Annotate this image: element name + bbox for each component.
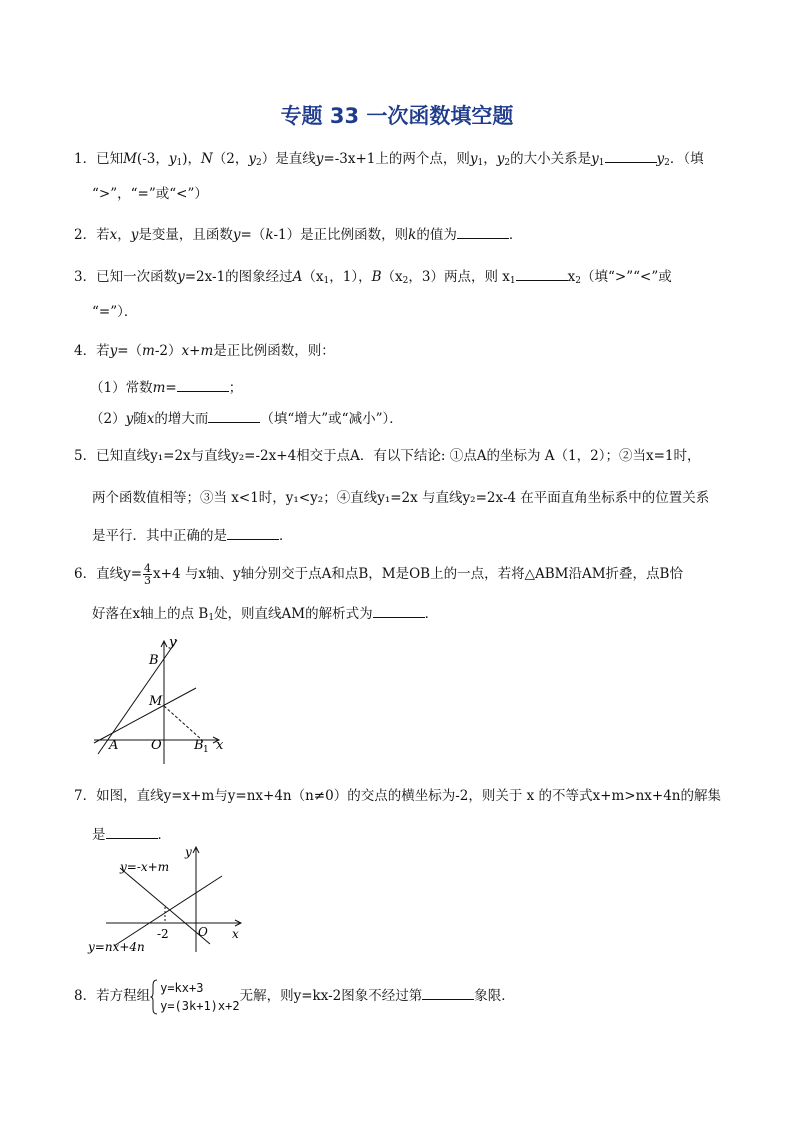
question-5-line-1: 5．已知直线y₁=2x与直线y₂=-2x+4相交于点A．有以下结论: ①点A的坐标为 A（1，2）；②当x=1时， bbox=[74, 448, 701, 464]
label-neg2: -2 bbox=[157, 927, 169, 941]
answer-blank bbox=[422, 985, 474, 1000]
question-3-line-1: 3．已知一次函数y=2x-1的图象经过$A(x_1$，1），$B(x_2$，3）两点，则 $x_1$ $x_2$（填“>”“<”或 bbox=[74, 266, 672, 291]
label-B1: B bbox=[194, 738, 204, 753]
label-M: M bbox=[149, 694, 163, 709]
label-A: A bbox=[109, 738, 119, 753]
answer-blank bbox=[373, 603, 425, 618]
label-y: y bbox=[169, 636, 177, 650]
question-7-figure bbox=[86, 844, 256, 956]
label-O: O bbox=[198, 925, 208, 939]
line-AB bbox=[98, 640, 177, 754]
label-x: x bbox=[216, 738, 224, 753]
question-4-part-2: （2）y随x的增大而 （填“增大”或“减小”）． bbox=[90, 408, 403, 429]
answer-blank bbox=[177, 377, 229, 392]
question-4: 4．若y=（m-2）x+m是正比例函数，则： bbox=[74, 343, 335, 359]
question-6-line-1: 6．直线y= $\frac{4}{3}$ x+4 与x轴、y轴分别交于点A和点B，M是OB上的一点，若将△ABM沿AM折叠，点B恰 bbox=[74, 562, 683, 587]
fraction: $\frac{4}{3}$ bbox=[144, 562, 152, 587]
label-x: x bbox=[232, 927, 239, 941]
question-5-line-3: 是平行．其中正确的是 ． bbox=[92, 525, 293, 546]
page-title: 专题 33 一次函数填空题 bbox=[280, 104, 514, 128]
question-4-part-1: （1）常数m= ； bbox=[90, 377, 242, 398]
line-AM bbox=[94, 688, 196, 743]
answer-blank bbox=[106, 824, 158, 839]
equation-2: y=(3k+1)x+2 bbox=[160, 998, 240, 1013]
answer-blank bbox=[227, 525, 279, 540]
equation-system bbox=[150, 979, 239, 1015]
answer-blank bbox=[516, 266, 568, 281]
question-2: 2．若x，y是变量，且函数y=（k-1）是正比例函数，则k的值为 ． bbox=[74, 224, 522, 245]
answer-blank bbox=[208, 408, 260, 423]
question-5-line-2: 两个函数值相等；③当 x<1时，y₁<y₂；④直线y₁=2x 与直线y₂=2x-4 在平面直角坐标系中的位置关系 bbox=[92, 490, 710, 506]
question-1-line-2: “>”，“=”或“<”） bbox=[92, 186, 208, 202]
question-7-line-2: 是 ． bbox=[92, 824, 171, 845]
question-6-line-2: 好落在x轴上的点 $B_1$处，则直线AM的解析式为 ． bbox=[92, 603, 438, 628]
label-O: O bbox=[151, 738, 162, 753]
dashed-MB1 bbox=[164, 706, 202, 740]
brace-icon bbox=[150, 979, 158, 1015]
answer-blank bbox=[457, 224, 509, 239]
answer-blank bbox=[605, 148, 657, 163]
label-B1-sub: 1 bbox=[203, 745, 209, 755]
label-line1: y=-x+m bbox=[120, 860, 170, 874]
equation-1: y=kx+3 bbox=[160, 980, 204, 995]
question-7-line-1: 7．如图，直线y=x+m与y=nx+4n（n≠0）的交点的横坐标为-2，则关于 x 的不等式x+m>nx+4n的解集 bbox=[74, 788, 721, 804]
question-3-line-2: “=”）． bbox=[92, 304, 138, 320]
question-6-figure bbox=[90, 636, 240, 766]
label-y: y bbox=[185, 845, 192, 859]
question-1-line-1: 1．已知M(-3，$y_1$)，N（2，$y_2$）是直线y=-3x+1上的两个点，则$y_1$，$y_2$的大小关系是$y_1$ $y_2$．（填 bbox=[74, 148, 704, 173]
question-8: 8．若方程组 y=kx+3 y=(3k+1)x+2 无解，则y=kx-2图象不经过第 象限． bbox=[74, 980, 515, 1013]
label-B: B bbox=[149, 653, 159, 668]
label-line2: y=nx+4n bbox=[88, 940, 145, 954]
